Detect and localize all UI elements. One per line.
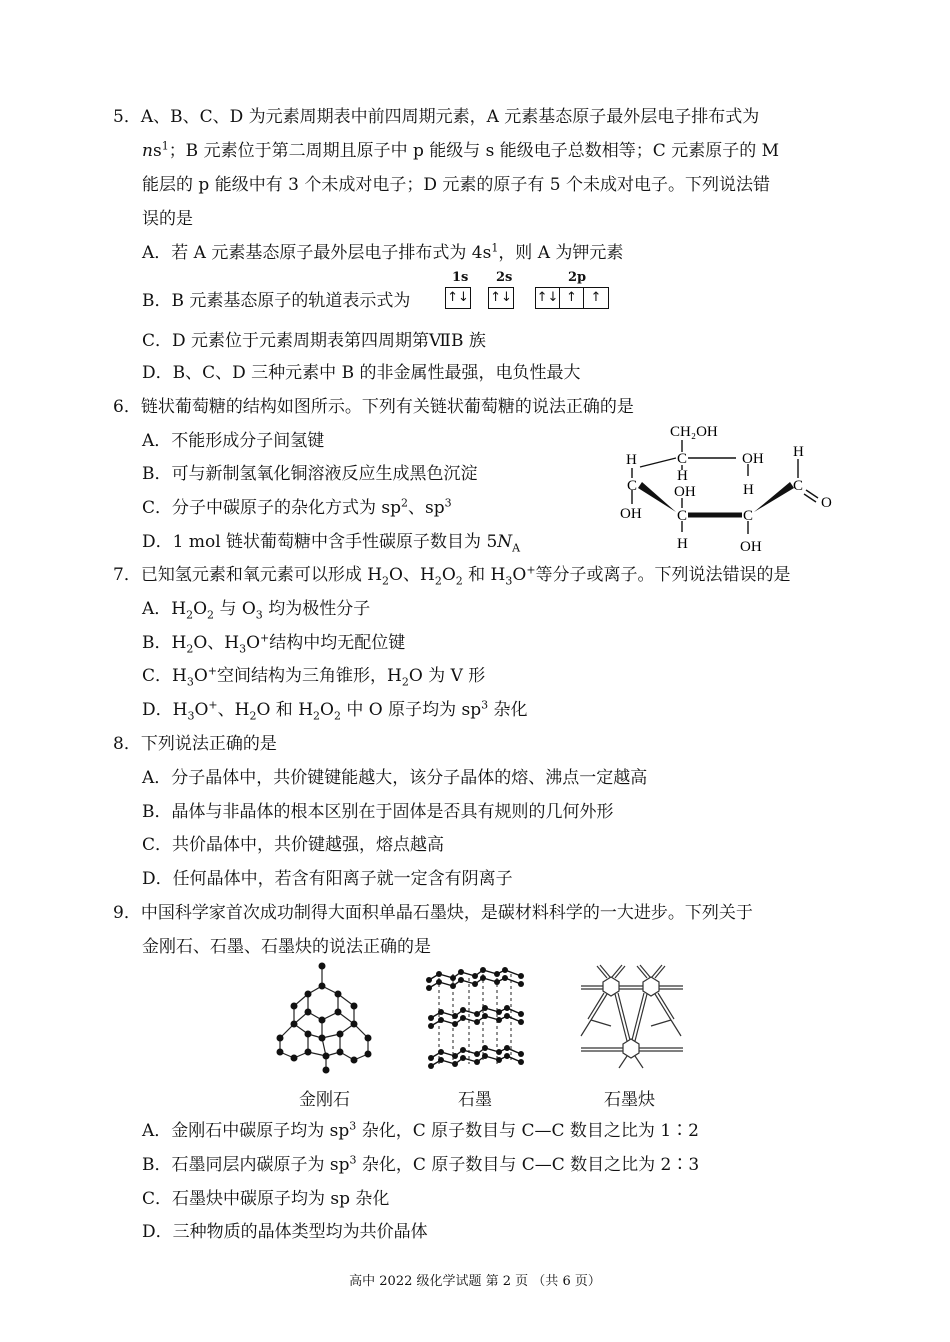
glucose-h3: H bbox=[677, 536, 688, 552]
q9-stem-line2: 金刚石、石墨、石墨炔的说法正确的是 bbox=[142, 937, 431, 957]
orbital-label-1s: 1s bbox=[452, 270, 469, 285]
orbital-box-1s bbox=[445, 287, 471, 309]
orbital-cell: ↑ bbox=[590, 290, 602, 305]
glucose-oh2: OH bbox=[620, 506, 642, 522]
orbital-cell: ↑↓ bbox=[447, 290, 469, 305]
q6-option-c: C．分子中碳原子的杂化方式为 $sp^2$、$sp^3$ bbox=[142, 496, 452, 518]
orbital-cell: ↑ bbox=[560, 288, 584, 308]
q5-stem-line3: 能层的 p 能级中有 3 个未成对电子；D 元素的原子有 5 个未成对电子。下列说法错 bbox=[142, 175, 770, 195]
q7-option-c: C．$H_3O^+$空间结构为三角锥形，$H_2O$ 为 V 形 bbox=[142, 664, 486, 689]
q9-stem-line1: 9．中国科学家首次成功制得大面积单晶石墨炔，是碳材料科学的一大进步。下列关于 bbox=[113, 903, 753, 923]
q7-option-b: B．$H_2O$、$H_3O^+$结构中均无配位键 bbox=[142, 631, 406, 656]
q5-option-b: B．B 元素基态原子的轨道表示式为 bbox=[142, 291, 411, 311]
glucose-h5: H bbox=[793, 444, 804, 460]
q5-option-d: D．B、C、D 三种元素中 B 的非金属性最强，电负性最大 bbox=[142, 363, 581, 383]
q9-option-c: C．石墨炔中碳原子均为 sp 杂化 bbox=[142, 1189, 390, 1209]
glucose-ch2oh-label: CH₂OH bbox=[670, 424, 718, 440]
orbital-label-2s: 2s bbox=[496, 270, 513, 285]
q5-stem-line1: 5．A、B、C、D 为元素周期表中前四周期元素，A 元素基态原子最外层电子排布式为 bbox=[113, 107, 760, 127]
q8-option-b: B．晶体与非晶体的根本区别在于固体是否具有规则的几何外形 bbox=[142, 802, 614, 822]
q6-stem: 6．链状葡萄糖的结构如图所示。下列有关链状葡萄糖的说法正确的是 bbox=[113, 397, 634, 417]
glucose-c1: C bbox=[677, 451, 688, 467]
q8-stem: 8．下列说法正确的是 bbox=[113, 734, 277, 754]
glucose-oh4: OH bbox=[740, 539, 762, 555]
glucose-h2: H bbox=[626, 452, 637, 468]
glucose-h1: H bbox=[677, 468, 688, 484]
q9-option-a: A．金刚石中碳原子均为 $sp^3$ 杂化，C 原子数目与 C—C 数目之比为 1∶2 bbox=[142, 1119, 699, 1141]
caption-graphdiyne: 石墨炔 bbox=[604, 1090, 655, 1110]
orbital-box-2p bbox=[535, 287, 609, 309]
graphite-structure-figure bbox=[425, 966, 525, 1074]
q8-option-c: C．共价晶体中，共价键越强，熔点越高 bbox=[142, 835, 445, 855]
q8-option-d: D．任何晶体中，若含有阳离子就一定含有阴离子 bbox=[142, 869, 513, 889]
q7-option-d: D．$H_3O^+$、$H_2O$ 和 $H_2O_2$ 中 O 原子均为 $sp^3$ 杂化 bbox=[142, 698, 528, 723]
glucose-oh1: OH bbox=[742, 451, 764, 467]
q7-option-a: A．$H_2O_2$ 与 $O_3$ 均为极性分子 bbox=[142, 599, 371, 622]
q5-stem-line4: 误的是 bbox=[142, 209, 193, 229]
glucose-c5: C bbox=[793, 478, 804, 494]
q7-stem: 7．已知氢元素和氧元素可以形成 $H_2O$、$H_2O_2$ 和 $H_3O^+$等分子或离子。下列说法错误的是 bbox=[113, 563, 791, 588]
q6-option-b: B．可与新制氢氧化铜溶液反应生成黑色沉淀 bbox=[142, 464, 478, 484]
orbital-label-2p: 2p bbox=[568, 270, 587, 285]
q5-option-a: A．若 A 元素基态原子最外层电子排布式为 $4s^1$，则 A 为钾元素 bbox=[142, 241, 624, 263]
caption-diamond: 金刚石 bbox=[299, 1090, 350, 1110]
glucose-o: O bbox=[821, 495, 832, 511]
glucose-h4: H bbox=[743, 482, 754, 498]
q5-option-c: C．D 元素位于元素周期表第四周期第ⅦB 族 bbox=[142, 331, 486, 351]
graphdiyne-structure-figure bbox=[575, 964, 687, 1070]
q6-option-d: D．1 mol 链状葡萄糖中含手性碳原子数目为 $5N_A$ bbox=[142, 532, 521, 555]
glucose-c4: C bbox=[743, 508, 754, 524]
glucose-oh3: OH bbox=[674, 484, 696, 500]
q8-option-a: A．分子晶体中，共价键键能越大，该分子晶体的熔、沸点一定越高 bbox=[142, 768, 648, 788]
glucose-c2: C bbox=[627, 478, 638, 494]
q9-option-d: D．三种物质的晶体类型均为共价晶体 bbox=[142, 1222, 428, 1242]
q5-stem-line2: $ns^1$；B 元素位于第二周期且原子中 p 能级与 s 能级电子总数相等；C 元素原子的 M bbox=[142, 139, 780, 161]
caption-graphite: 石墨 bbox=[458, 1090, 492, 1110]
orbital-box-2s bbox=[488, 287, 514, 309]
q9-option-b: B．石墨同层内碳原子为 $sp^3$ 杂化，C 原子数目与 C—C 数目之比为 2∶3 bbox=[142, 1153, 700, 1175]
page-footer: 高中 2022 级化学试题 第 2 页 （共 6 页） bbox=[349, 1274, 601, 1289]
glucose-c3: C bbox=[677, 508, 688, 524]
diamond-structure-figure bbox=[270, 962, 380, 1074]
q6-option-a: A．不能形成分子间氢键 bbox=[142, 431, 325, 451]
orbital-cell: ↑↓ bbox=[490, 290, 512, 305]
glucose-structure bbox=[618, 418, 844, 558]
orbital-diagram bbox=[445, 272, 630, 312]
orbital-cell: ↑↓ bbox=[536, 288, 560, 308]
